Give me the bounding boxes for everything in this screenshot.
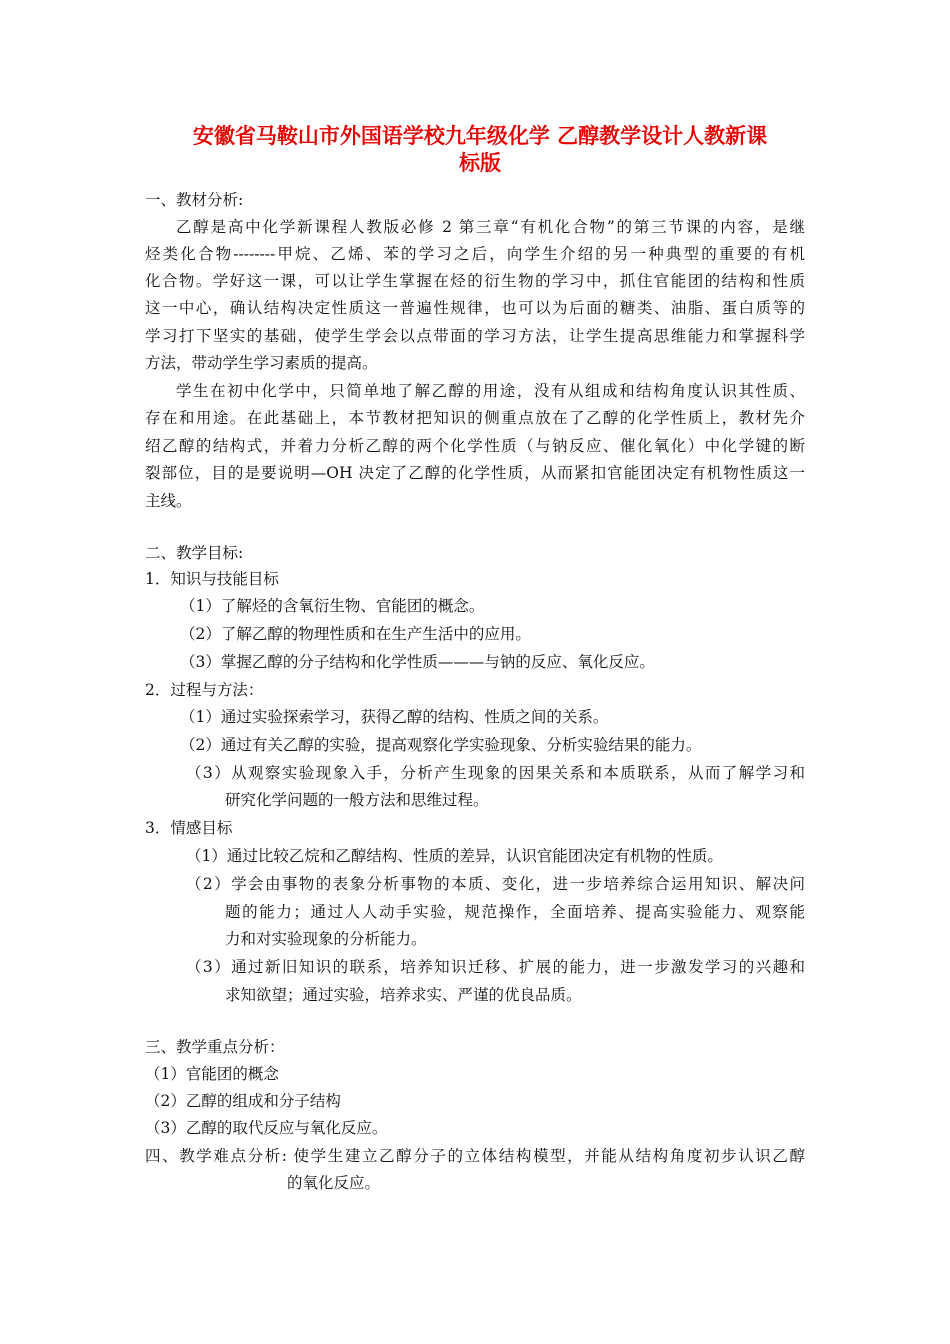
list-item: （1）通过比较乙烷和乙醇结构、性质的差异，认识官能团决定有机物的性质。 <box>186 847 723 865</box>
subheading-affective: 3．情感目标 <box>145 819 233 837</box>
section-heading-objectives: 二、教学目标: <box>145 544 244 562</box>
document-title <box>145 123 815 177</box>
list-item-continuation: 研究化学问题的一般方法和思维过程。 <box>225 791 489 809</box>
paragraph-line: 裂部位，目的是要说明—OH 决定了乙醇的化学性质，从而紧扣官能团决定有机物性质这一 <box>145 464 805 482</box>
list-item: （1）官能团的概念 <box>145 1065 279 1083</box>
paragraph-line: 存在和用途。在此基础上，本节教材把知识的侧重点放在了乙醇的化学性质上，教材先介 <box>145 409 805 427</box>
paragraph-line: 学习打下坚实的基础，使学生学会以点带面的学习方法，让学生提高思维能力和掌握科学 <box>145 327 805 345</box>
subheading-process: 2．过程与方法： <box>145 681 264 699</box>
list-item: （2）通过有关乙醇的实验，提高观察化学实验现象、分析实验结果的能力。 <box>180 736 702 754</box>
list-item: （1）通过实验探索学习，获得乙醇的结构、性质之间的关系。 <box>180 708 609 726</box>
paragraph-line: 这一中心，确认结构决定性质这一普遍性规律，也可以为后面的糖类、油脂、蛋白质等的 <box>145 299 805 317</box>
paragraph-line: 绍乙醇的结构式，并着力分析乙醇的两个化学性质（与钠反应、催化氧化）中化学键的断 <box>145 437 805 455</box>
paragraph-line: 主线。 <box>145 492 192 510</box>
list-item: （1）了解烃的含氧衍生物、官能团的概念。 <box>180 597 485 615</box>
section-heading-key-points: 三、教学重点分析： <box>145 1038 285 1056</box>
list-item: （3）通过新旧知识的联系，培养知识迁移、扩展的能力，进一步激发学习的兴趣和 <box>186 958 805 976</box>
paragraph-line: 乙醇是高中化学新课程人教版必修 2 第三章“有机化合物”的第三节课的内容，是继 <box>176 218 805 236</box>
title-line-2: 标版 <box>459 151 501 175</box>
paragraph-line: 方法，带动学生学习素质的提高。 <box>145 354 378 372</box>
section-difficulties-line: 四、教学难点分析: 使学生建立乙醇分子的立体结构模型，并能从结构角度初步认识乙醇 <box>145 1147 805 1165</box>
list-item: （2）乙醇的组成和分子结构 <box>145 1092 341 1110</box>
list-item-continuation: 求知欲望；通过实验，培养求实、严谨的优良品质。 <box>225 986 582 1004</box>
list-item: （3）从观察实验现象入手，分析产生现象的因果关系和本质联系，从而了解学习和 <box>186 764 805 782</box>
list-item-continuation: 力和对实验现象的分析能力。 <box>225 930 427 948</box>
list-item: （2）学会由事物的表象分析事物的本质、变化，进一步培养综合运用知识、解决问 <box>186 875 805 893</box>
title-line-1: 安徽省马鞍山市外国语学校九年级化学 乙醇教学设计人教新课 <box>192 124 768 148</box>
list-item-continuation: 题的能力；通过人人动手实验，规范操作，全面培养、提高实验能力、观察能 <box>225 903 805 921</box>
paragraph-line: 烃类化合物--------甲烷、乙烯、苯的学习之后，向学生介绍的另一种典型的重要的有机 <box>145 245 805 263</box>
list-item: （3）掌握乙醇的分子结构和化学性质———与钠的反应、氧化反应。 <box>180 653 655 671</box>
list-item: （2）了解乙醇的物理性质和在生产生活中的应用。 <box>180 625 531 643</box>
subheading-knowledge: 1．知识与技能目标 <box>145 570 279 588</box>
section-heading-materials: 一、教材分析: <box>145 191 244 209</box>
section-difficulties-continuation: 的氧化反应。 <box>287 1174 381 1192</box>
list-item: （3）乙醇的取代反应与氧化反应。 <box>145 1119 388 1137</box>
paragraph-line: 学生在初中化学中，只简单地了解乙醇的用途，没有从组成和结构角度认识其性质、 <box>176 382 805 400</box>
paragraph-line: 化合物。学好这一课，可以让学生掌握在烃的衍生物的学习中，抓住官能团的结构和性质 <box>145 272 805 290</box>
